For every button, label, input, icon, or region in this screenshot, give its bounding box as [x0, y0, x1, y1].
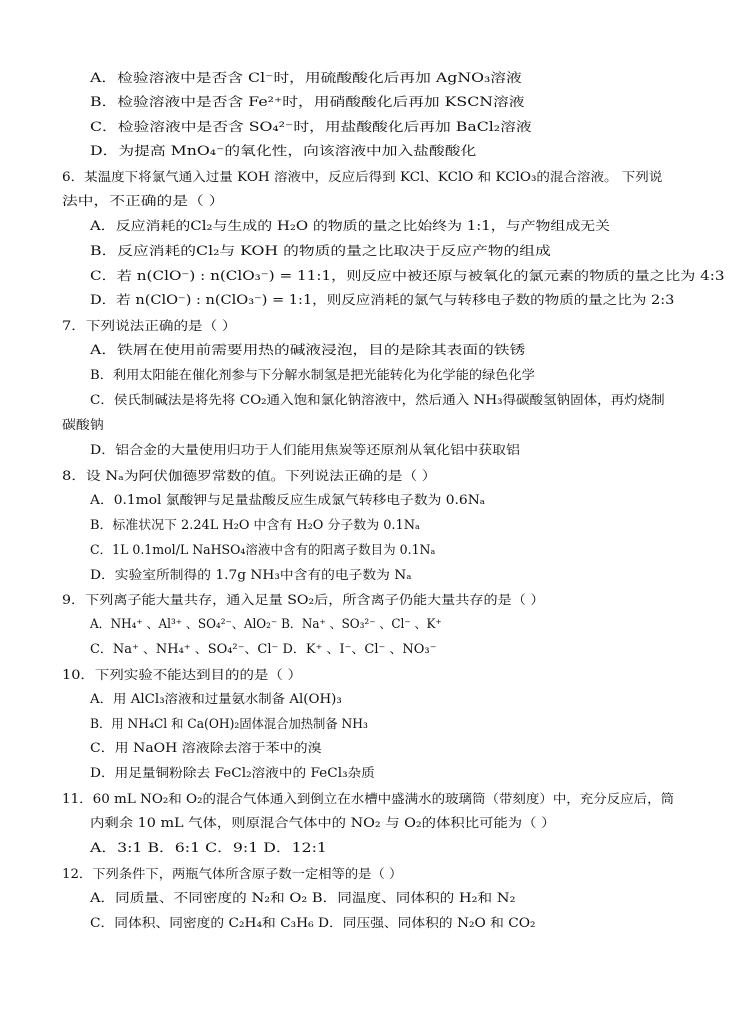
text-line-content: 12．下列条件下，两瓶气体所含原子数一定相等的是（ ） [62, 866, 403, 881]
text-line [0, 487, 737, 512]
text-line [0, 313, 737, 338]
text-line-content: D．若 n(ClO⁻) : n(ClO₃⁻) = 1:1，则反应消耗的氯气与转移电子数的物质的量之比为 2:3 [90, 292, 675, 307]
text-line [0, 686, 737, 711]
text-line-content: C．Na⁺ 、NH₄⁺ 、SO₄²⁻、Cl⁻ D．K⁺ 、I⁻、Cl⁻ 、NO₃⁻ [90, 641, 437, 656]
text-line [0, 636, 737, 661]
text-line-content: 8．设 Nₐ为阿伏伽德罗常数的值。下列说法正确的是（ ） [62, 468, 437, 483]
text-line [0, 512, 737, 537]
text-line-content: 6．某温度下将氯气通入过量 KOH 溶液中，反应后得到 KCl、KClO 和 KClO₃的混合溶液。 下列说 [62, 169, 663, 184]
text-line [0, 760, 737, 785]
text-line [0, 861, 737, 886]
text-line [0, 114, 737, 139]
text-line [0, 835, 737, 860]
text-line-content: A．反应消耗的Cl₂与生成的 H₂O 的物质的量之比始终为 1:1，与产物组成无关 [90, 218, 611, 233]
text-line [0, 662, 737, 687]
text-line-content: B．用 NH₄Cl 和 Ca(OH)₂固体混合加热制备 NH₃ [90, 716, 368, 731]
text-line [0, 711, 737, 736]
text-line-content: D．铝合金的大量使用归功于人们能用焦炭等还原剂从氧化铝中获取铝 [90, 442, 520, 457]
text-line-content: A．铁屑在使用前需要用热的碱液浸泡，目的是除其表面的铁锈 [90, 342, 526, 357]
text-line [0, 562, 737, 587]
text-line [0, 337, 737, 362]
text-line [0, 910, 737, 935]
text-line-content: 7．下列说法正确的是（ ） [62, 318, 237, 333]
text-line-content: 10．下列实验不能达到目的的是（ ） [62, 667, 302, 682]
text-line [0, 213, 737, 238]
text-line [0, 164, 737, 189]
text-line-content: B．反应消耗的Cl₂与 KOH 的物质的量之比取决于反应产物的组成 [90, 243, 551, 258]
text-line [0, 188, 737, 213]
text-line-content: B．检验溶液中是否含 Fe²⁺时，用硝酸酸化后再加 KSCN溶液 [90, 94, 525, 109]
text-line [0, 138, 737, 163]
text-line-content: C．用 NaOH 溶液除去溶于苯中的溴 [90, 740, 322, 755]
text-line-content: B．标准状况下 2.24L H₂O 中含有 H₂O 分子数为 0.1Nₐ [90, 517, 421, 532]
text-line-content: B．利用太阳能在催化剂参与下分解水制氢是把光能转化为化学能的绿色化学 [90, 367, 535, 382]
text-line [0, 412, 737, 437]
text-line [0, 735, 737, 760]
text-line [0, 786, 737, 811]
text-line [0, 437, 737, 462]
text-line-content: 9．下列离子能大量共存，通入足量 SO₂后，所含离子仍能大量共存的是（ ） [62, 592, 545, 607]
text-line-content: A．3:1 B．6:1 C．9:1 D．12:1 [90, 840, 327, 855]
text-line-content: A．0.1mol 氯酸钾与足量盐酸反应生成氯气转移电子数为 0.6Nₐ [90, 492, 486, 507]
text-line-content: 法中，不正确的是（ ） [62, 193, 225, 208]
text-line [0, 65, 737, 90]
text-line [0, 463, 737, 488]
text-line [0, 387, 737, 412]
text-line [0, 587, 737, 612]
text-line [0, 89, 737, 114]
text-line [0, 362, 737, 387]
text-line-content: A．检验溶液中是否含 Cl⁻时，用硫酸酸化后再加 AgNO₃溶液 [90, 70, 522, 85]
text-line-content: A．用 AlCl₃溶液和过量氨水制备 Al(OH)₃ [90, 691, 342, 706]
text-line-content: D．实验室所制得的 1.7g NH₃中含有的电子数为 Nₐ [90, 567, 412, 582]
text-line-content: A．NH₄⁺ 、Al³⁺ 、SO₄²⁻、AlO₂⁻ B．Na⁺ 、SO₃²⁻ 、Cl⁻ 、K⁺ [90, 616, 442, 631]
text-line-content: D．为提高 MnO₄⁻的氧化性，向该溶液中加入盐酸酸化 [90, 143, 477, 158]
text-line-content: D．用足量铜粉除去 FeCl₂溶液中的 FeCl₃杂质 [90, 765, 375, 780]
text-line [0, 810, 737, 835]
text-line-content: C．1L 0.1mol/L NaHSO₄溶液中含有的阳离子数目为 0.1Nₐ [90, 542, 436, 557]
text-line [0, 287, 737, 312]
text-line-content: 内剩余 10 mL 气体，则原混合气体中的 NO₂ 与 O₂的体积比可能为（ ） [90, 815, 556, 830]
text-line [0, 537, 737, 562]
text-line-content: C．检验溶液中是否含 SO₄²⁻时，用盐酸酸化后再加 BaCl₂溶液 [90, 119, 532, 134]
text-line-content: C．同体积、同密度的 C₂H₄和 C₃H₆ D．同压强、同体积的 N₂O 和 CO₂ [90, 915, 536, 930]
text-line-content: A．同质量、不同密度的 N₂和 O₂ B．同温度、同体积的 H₂和 N₂ [90, 890, 516, 905]
text-line-content: 11．60 mL NO₂和 O₂的混合气体通入到倒立在水槽中盛满水的玻璃筒（带刻度）中，充分反应后，筒 [62, 791, 675, 806]
text-line-content: C．若 n(ClO⁻) : n(ClO₃⁻) = 11:1，则反应中被还原与被氧化的氯元素的物质的量之比为 4:3 [90, 268, 725, 283]
text-line [0, 238, 737, 263]
text-line [0, 611, 737, 636]
text-line [0, 885, 737, 910]
text-line-content: 碳酸钠 [62, 417, 104, 432]
text-line-content: C．侯氏制碱法是将先将 CO₂通入饱和氯化钠溶液中，然后通入 NH₃得碳酸氢钠固体，再灼烧制 [90, 392, 665, 407]
text-line [0, 263, 737, 288]
